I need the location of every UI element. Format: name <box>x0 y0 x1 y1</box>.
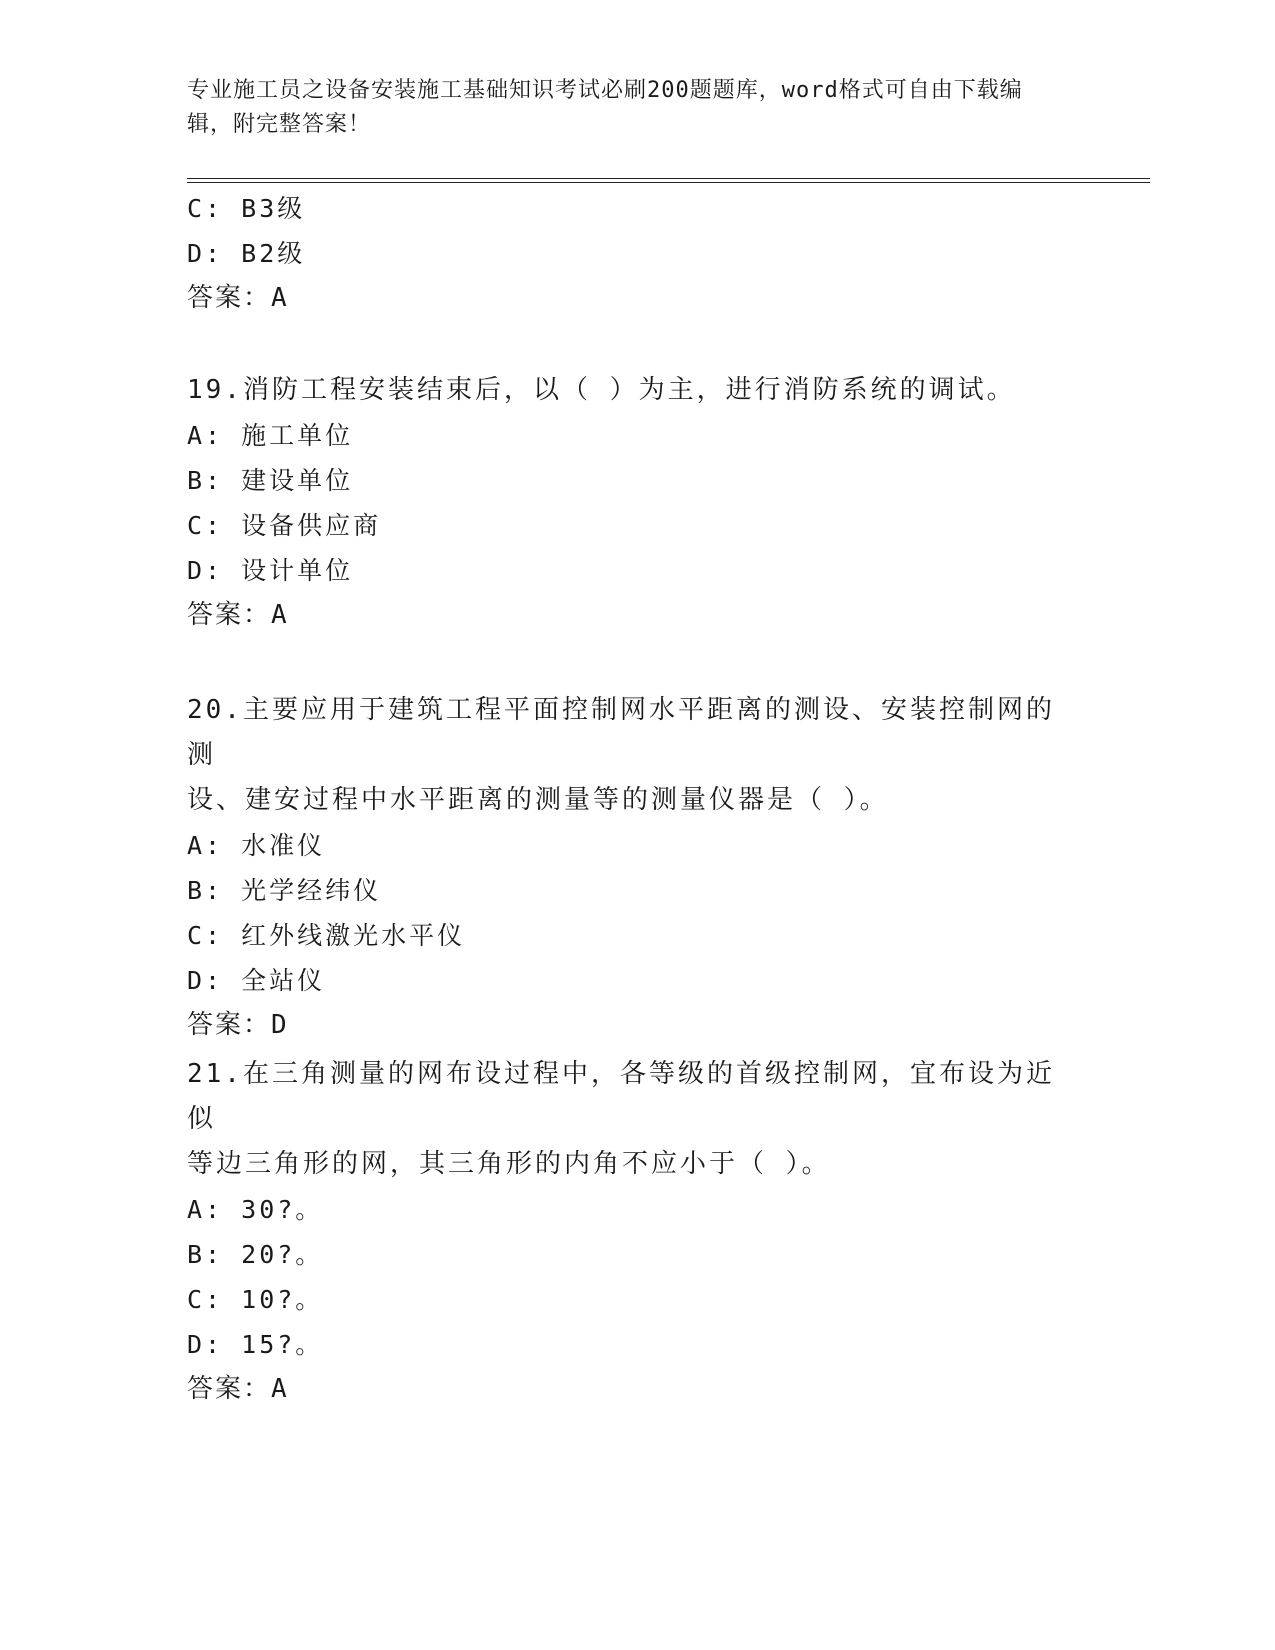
option-c: C: 设备供应商 <box>187 511 382 540</box>
previous-question-tail <box>187 186 1087 321</box>
question-stem-line-1: 21.在三角测量的网布设过程中，各等级的首级控制网，宜布设为近似 <box>187 1059 1055 1134</box>
question-stem-line-1: 20.主要应用于建筑工程平面控制网水平距离的测设、安装控制网的测 <box>187 695 1055 770</box>
option-d: D: 15?。 <box>187 1330 324 1359</box>
header-divider-bottom <box>187 182 1150 183</box>
option-a: A: 水准仪 <box>187 831 326 860</box>
question-stem: 19.消防工程安装结束后，以（ ）为主，进行消防系统的调试。 <box>187 375 1016 405</box>
option-d: D: B2级 <box>187 239 306 268</box>
document-header: 专业施工员之设备安装施工基础知识考试必刷200题题库，word格式可自由下载编辑，附完整答案！ <box>187 78 1023 137</box>
answer: 答案：A <box>187 1374 289 1404</box>
option-b: B: 建设单位 <box>187 466 354 495</box>
question-stem-line-2: 等边三角形的网，其三角形的内角不应小于（ ）。 <box>187 1149 831 1179</box>
answer: 答案：A <box>187 283 289 313</box>
question-21 <box>187 1052 1087 1412</box>
question-stem-line-2: 设、建安过程中水平距离的测量等的测量仪器是（ ）。 <box>187 785 889 815</box>
option-d: D: 设计单位 <box>187 556 354 585</box>
option-c: C: 10?。 <box>187 1285 324 1314</box>
option-c: C: 红外线激光水平仪 <box>187 921 466 950</box>
question-20 <box>187 688 1087 1048</box>
answer: 答案：D <box>187 1010 289 1040</box>
answer: 答案：A <box>187 600 289 630</box>
question-19 <box>187 368 1087 638</box>
option-b: B: 光学经纬仪 <box>187 876 382 905</box>
option-a: A: 施工单位 <box>187 421 354 450</box>
option-c: C: B3级 <box>187 194 306 223</box>
option-b: B: 20?。 <box>187 1240 324 1269</box>
option-a: A: 30?。 <box>187 1195 324 1224</box>
option-d: D: 全站仪 <box>187 966 326 995</box>
header-divider-top <box>187 178 1150 179</box>
